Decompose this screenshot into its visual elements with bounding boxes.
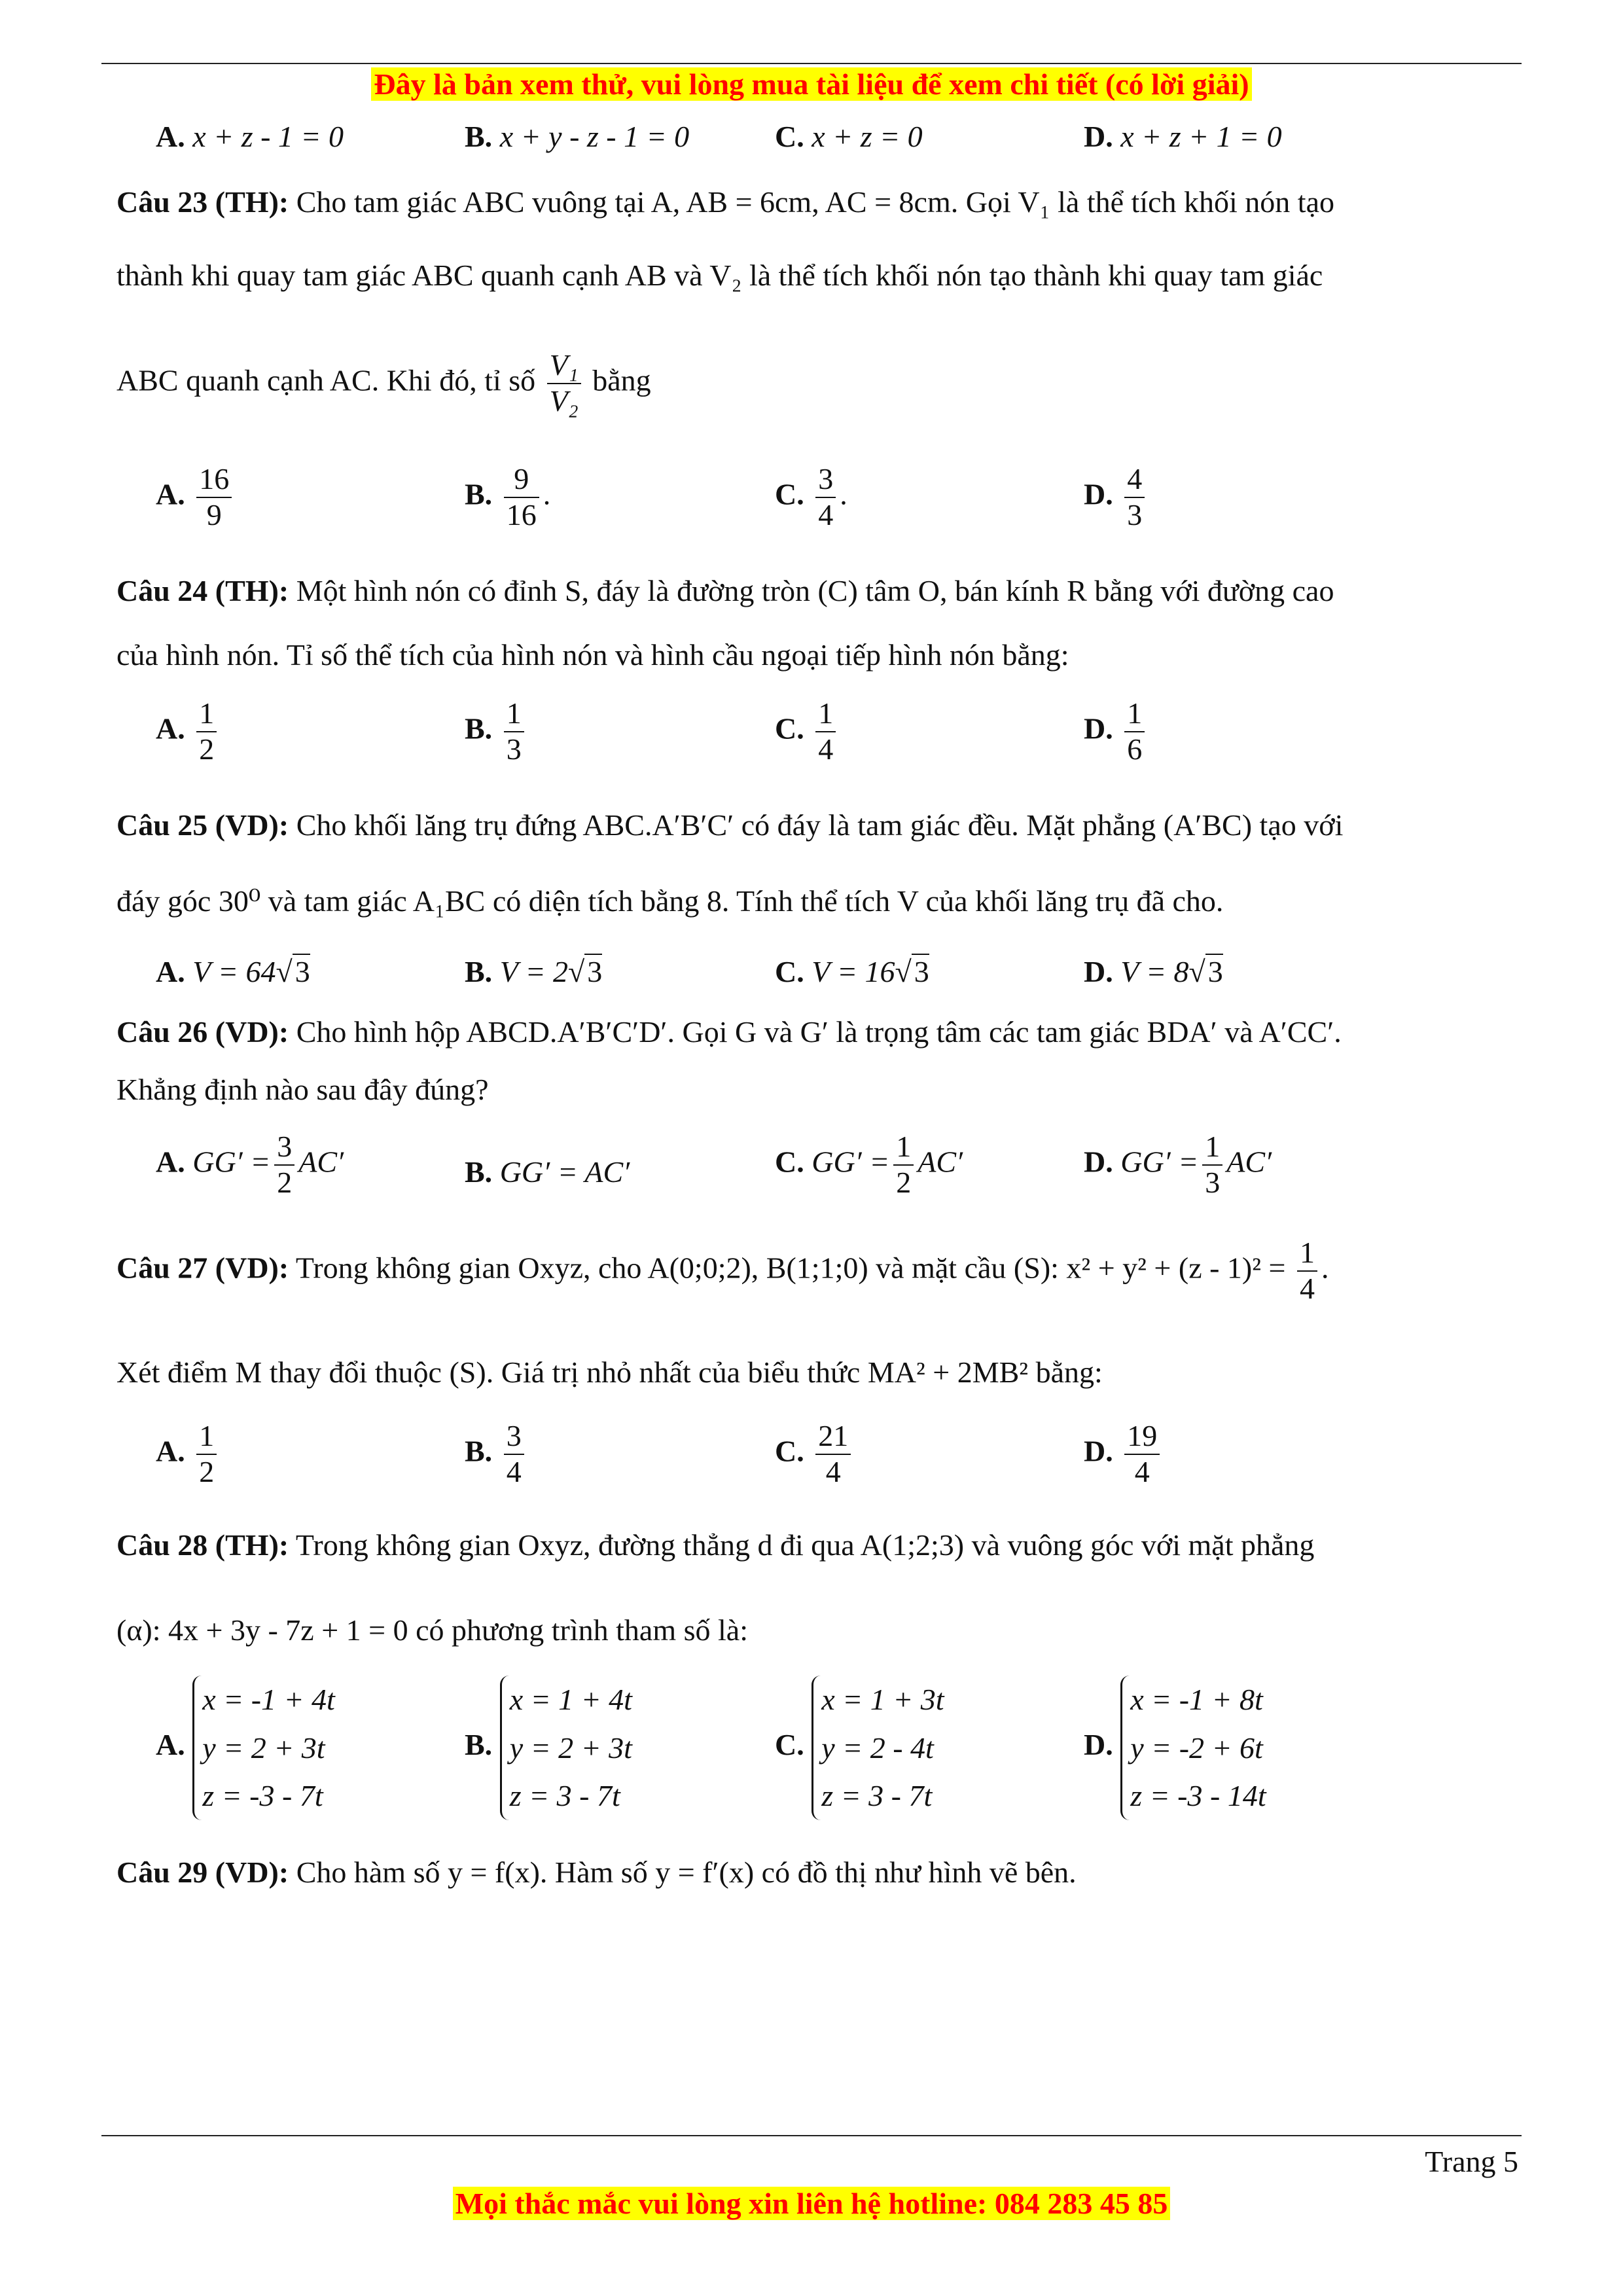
page-number: Trang 5 xyxy=(1425,2145,1518,2178)
q28-line1: Câu 28 (TH): Trong không gian Oxyz, đường thẳng d đi qua A(1;2;3) và vuông góc với mặt phẳng xyxy=(116,1528,1315,1562)
q25-line1: Câu 25 (VD): Cho khối lăng trụ đứng ABC.A′B′C′ có đáy là tam giác đều. Mặt phẳng (A′BC) tạo với xyxy=(116,808,1344,842)
q27-option-a: A. $\frac{1}{2}$ xyxy=(156,1419,221,1490)
q28-system-a: x = -1 + 4t y = 2 + 3t z = -3 - 7t xyxy=(192,1676,335,1820)
q25-line2: đáy góc 30⁰ và tam giác A₁BC có diện tích bằng 8. Tính thể tích V của khối lăng trụ đã cho. xyxy=(116,884,1224,918)
q25-option-c: C. V = 16√3 xyxy=(775,955,929,988)
header-rule xyxy=(101,63,1522,64)
q22-option-d: D. x + z + 1 = 0 xyxy=(1084,120,1282,153)
q27-option-d: D. $\frac{19}{4}$ xyxy=(1084,1419,1164,1490)
q25-option-b: B. V = 2√3 xyxy=(465,955,603,988)
q28-option-b: B. x = 1 + 4t y = 2 + 3t z = 3 - 7t xyxy=(465,1676,632,1820)
q25-option-d: D. V = 8√3 xyxy=(1084,955,1223,988)
q28-line2: (α): 4x + 3y - 7z + 1 = 0 có phương trình tham số là: xyxy=(116,1613,748,1647)
q26-option-a: A. GG′ = $\frac{3}{2}$ AC′ xyxy=(156,1130,344,1199)
q26-line1: Câu 26 (VD): Cho hình hộp ABCD.A′B′C′D′. Gọi G và G′ là trọng tâm các tam giác BDA′ và A′CC′. xyxy=(116,1015,1342,1049)
q27-option-c: C. $\frac{21}{4}$ xyxy=(775,1419,855,1490)
q27-line2: Xét điểm M thay đổi thuộc (S). Giá trị nhỏ nhất của biểu thức MA² + 2MB² bằng: xyxy=(116,1355,1103,1389)
q28-system-c: x = 1 + 3t y = 2 - 4t z = 3 - 7t xyxy=(812,1676,944,1820)
q28-system-b: x = 1 + 4t y = 2 + 3t z = 3 - 7t xyxy=(500,1676,632,1820)
q28-option-a: A. x = -1 + 4t y = 2 + 3t z = -3 - 7t xyxy=(156,1676,335,1820)
q27-fraction: $\frac{1}{4}$ xyxy=(1297,1236,1317,1306)
q26-option-b: B. GG′ = AC′ xyxy=(465,1155,630,1189)
q23-line3: ABC quanh cạnh AC. Khi đó, tỉ số $\frac{\text{V₁}}{\text{V₂}}$ bằng xyxy=(116,348,651,418)
q26-option-d: D. GG′ = $\frac{1}{3}$ AC′ xyxy=(1084,1130,1272,1199)
q24-option-d: D. $\frac{1}{6}$ xyxy=(1084,696,1149,767)
q26-line2: Khẳng định nào sau đây đúng? xyxy=(116,1073,489,1106)
q23-option-d: D. $\frac{4}{3}$ xyxy=(1084,462,1149,533)
q26-option-c: C. GG′ = $\frac{1}{2}$ AC′ xyxy=(775,1130,963,1199)
q23-option-a: A. $\frac{16}{9}$ xyxy=(156,462,236,533)
q23-line1: Câu 23 (TH): Cho tam giác ABC vuông tại A, AB = 6cm, AC = 8cm. Gọi V₁ là thể tích khối nón tạo xyxy=(116,185,1334,219)
q22-option-b: B. x + y - z - 1 = 0 xyxy=(465,120,690,153)
footer-rule xyxy=(101,2135,1522,2136)
footer-banner-text: Mọi thắc mắc vui lòng xin liên hệ hotline: 084 283 45 85 xyxy=(453,2187,1171,2220)
q28-system-d: x = -1 + 8t y = -2 + 6t z = -3 - 14t xyxy=(1120,1676,1266,1820)
footer-banner xyxy=(0,2186,1623,2221)
q23-option-b: B. $\frac{9}{16}$ . xyxy=(465,462,551,531)
q28-option-d: D. x = -1 + 8t y = -2 + 6t z = -3 - 14t xyxy=(1084,1676,1266,1820)
header-banner xyxy=(0,67,1623,101)
q24-option-c: C. $\frac{1}{4}$ xyxy=(775,696,840,767)
q24-line1: Câu 24 (TH): Một hình nón có đỉnh S, đáy là đường tròn (C) tâm O, bán kính R bằng với đường cao xyxy=(116,574,1334,607)
q29-line1: Câu 29 (VD): Cho hàm số y = f(x). Hàm số y = f′(x) có đồ thị như hình vẽ bên. xyxy=(116,1856,1077,1889)
q22-option-c: C. x + z = 0 xyxy=(775,120,923,153)
q23-line2: thành khi quay tam giác ABC quanh cạnh AB và V₂ là thể tích khối nón tạo thành khi quay tam giác xyxy=(116,259,1323,292)
q24-line2: của hình nón. Tỉ số thể tích của hình nón và hình cầu ngoại tiếp hình nón bằng: xyxy=(116,638,1069,672)
q28-option-c: C. x = 1 + 3t y = 2 - 4t z = 3 - 7t xyxy=(775,1676,944,1820)
q27-option-b: B. $\frac{3}{4}$ xyxy=(465,1419,528,1490)
q23-option-c: C. $\frac{3}{4}$ . xyxy=(775,462,847,531)
header-banner-text: Đây là bản xem thử, vui lòng mua tài liệu để xem chi tiết (có lời giải) xyxy=(371,67,1251,101)
q25-option-a: A. V = 64√3 xyxy=(156,955,310,988)
q23-ratio: $\frac{\text{V₁}}{\text{V₂}}$ xyxy=(547,348,581,419)
q24-option-a: A. $\frac{1}{2}$ xyxy=(156,696,221,767)
q24-option-b: B. $\frac{1}{3}$ xyxy=(465,696,528,767)
q27-line1: Câu 27 (VD): Trong không gian Oxyz, cho A(0;0;2), B(1;1;0) và mặt cầu (S): x² + y² + (z - 1)² = $\frac{1}{4}$ . xyxy=(116,1236,1329,1305)
q22-option-a: A. x + z - 1 = 0 xyxy=(156,120,344,153)
